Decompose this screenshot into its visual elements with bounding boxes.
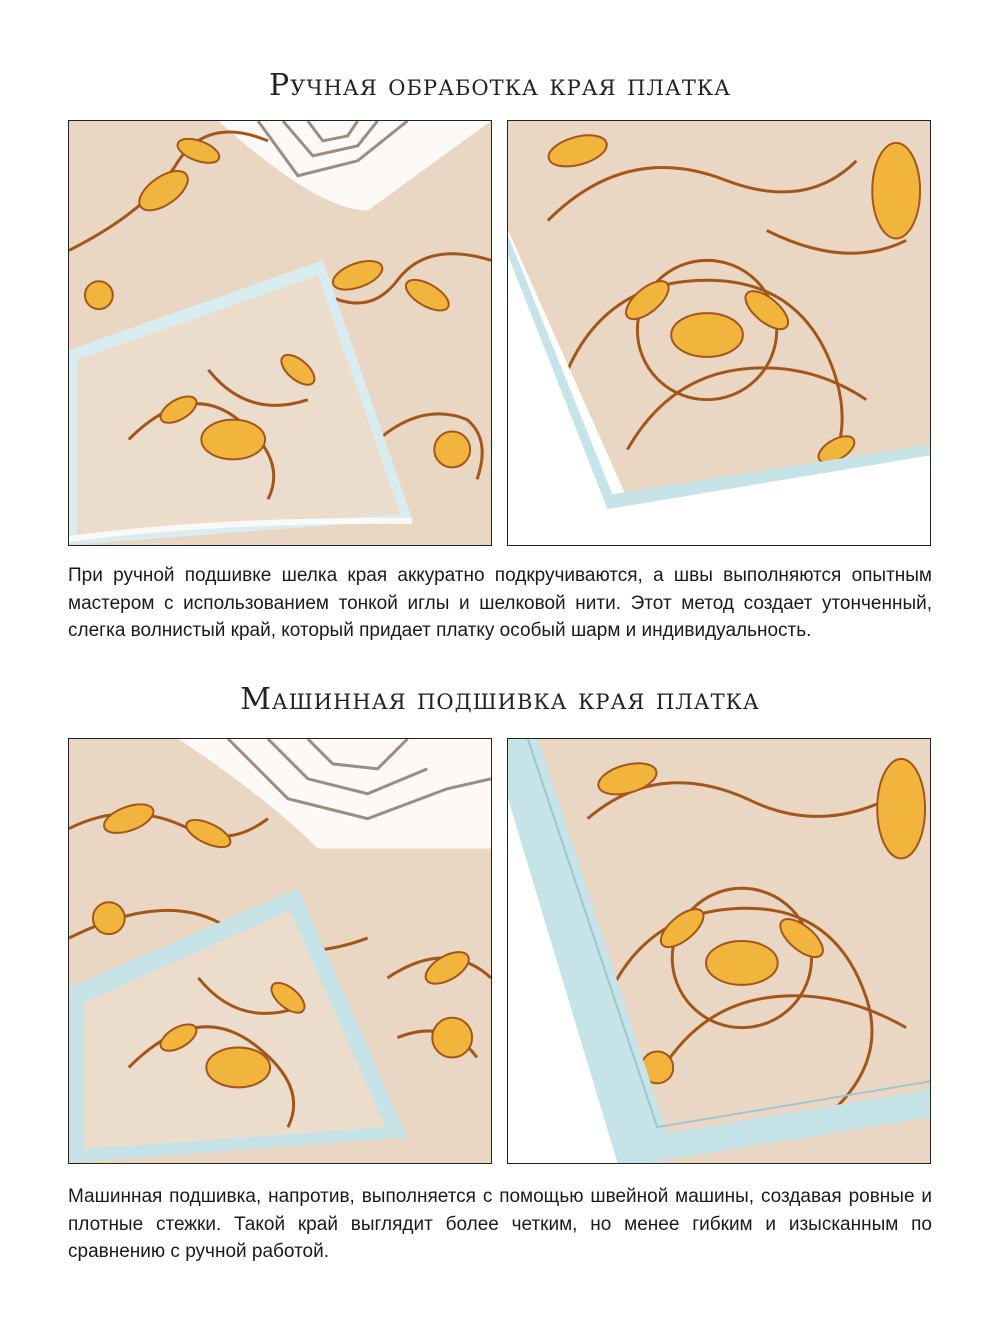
hand-hem-description: При ручной подшивке шелка края аккуратно подкручиваются, а швы выполняются опытным мастером с использованием тонкой иглы и шелковой нити. Этот метод создает утонченный, слегка волнистый край, который придает платку особый шарм и индивидуальность. — [68, 565, 932, 641]
hand-hem-photo-folded — [68, 120, 492, 546]
section-heading-hand: Ручная обработка края платка — [268, 68, 732, 103]
machine-hem-description: Машинная подшивка, напротив, выполняется с помощью швейной машины, создавая ровные и плотные стежки. Такой край выглядит более четким, но менее гибким и изысканным по сравнению с ручной работой. — [68, 1186, 932, 1262]
hand-hem-photo-corner — [507, 120, 931, 546]
machine-hem-photo-folded — [68, 738, 492, 1164]
machine-hem-photo-corner — [507, 738, 931, 1164]
section-heading-machine: Машинная подшивка края платка — [240, 682, 760, 717]
